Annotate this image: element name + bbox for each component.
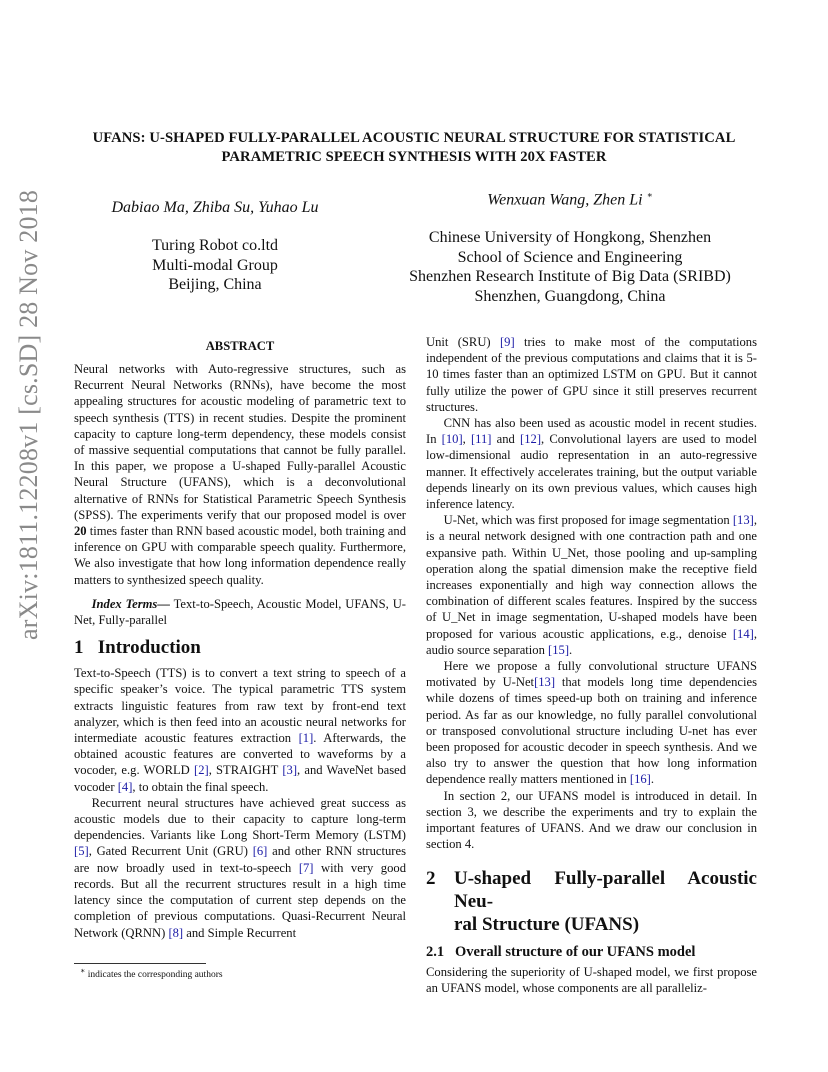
citation-link[interactable]: [1] (298, 731, 314, 746)
citation-link[interactable]: [13] (732, 513, 754, 528)
affiliation-line: School of Science and Engineering (457, 248, 683, 266)
index-terms: Index Terms— Text-to-Speech, Acoustic Model, UFANS, U-Net, Fully-parallel (74, 596, 406, 628)
section-heading-ufans: 2 U-shaped Fully-parallel Acoustic Neu- ral Structure (UFANS) (426, 867, 757, 935)
authors-right (400, 190, 740, 209)
intro-paragraph-2: Recurrent neural structures have achieved great success as acoustic models due to their capacity to capture long-term dependencies. Variants like Long Short-Term Memory (LSTM) [5], Gated Recurrent Unit (GRU) [6] and other RNN structures are now broadly used in text-to-speech [7] with very good records. But all the recurrent structures result in a high time latency since the computation of current step depends on the completion of previous computations. Quasi-Recurrent Neural Network (QRNN) [8] and Simple Recurrent (74, 795, 406, 940)
citation-link[interactable]: [4] (117, 779, 133, 794)
citation-link[interactable]: [15] (548, 642, 570, 657)
corresponding-mark: ∗ (646, 190, 653, 200)
index-terms-label: Index Terms— (91, 596, 170, 611)
footnote-mark: ∗ (80, 966, 86, 975)
arxiv-stamp-text: arXiv:1811.12208v1 [cs.SD] 28 Nov 2018 (14, 189, 43, 640)
authors-right-names: Wenxuan Wang, Zhen Li (487, 191, 643, 209)
paper-title: UFANS: U-SHAPED FULLY-PARALLEL ACOUSTIC NEURAL STRUCTURE FOR STATISTICAL PARAMETRIC SPEECH SYNTHESIS WITH 20X FASTER (92, 130, 736, 165)
citation-link[interactable]: [12] (520, 432, 542, 447)
affiliation-line: Chinese University of Hongkong, Shenzhen (428, 229, 712, 246)
subsection-heading-overall-structure: 2.1 Overall structure of our UFANS model (426, 943, 696, 960)
citation-link[interactable]: [14] (732, 626, 754, 641)
affiliation-line: Multi-modal Group (152, 256, 278, 274)
affiliation-line: Turing Robot co.ltd (151, 237, 279, 254)
section-heading-introduction: 1 Introduction (74, 637, 201, 659)
citation-link[interactable]: [8] (168, 925, 184, 940)
affiliation-line: Beijing, China (168, 276, 262, 293)
abstract-heading: ABSTRACT (205, 339, 275, 353)
speedup-value: 20 (74, 524, 87, 539)
footnote (80, 966, 223, 980)
affiliation-line: Shenzhen Research Institute of Big Data (SRIBD) (409, 268, 731, 285)
right-paragraph-2: CNN has also been used as acoustic model in recent studies. In [10], [11] and [12], Convolutional layers are used to model low-dimensional audio representation in an auto-regressive manner. It effectively accelerates training, but the output variable depends linearly on its own previous values, which causes high inference latency. (426, 416, 758, 512)
citation-link[interactable]: [5] (74, 844, 89, 859)
citation-link[interactable]: [2] (194, 763, 209, 778)
citation-link[interactable]: [11] (470, 432, 492, 447)
citation-link[interactable]: [7] (298, 860, 314, 875)
right-paragraph-1: Unit (SRU) [9] tries to make most of the computations independent of the previous computations and claims that it is 5-10 times faster than an optimized LSTM on GPU. But it cannot fully utilize the power of GPU since it still preserves recurrent structures. (426, 335, 757, 414)
citation-link[interactable]: [9] (499, 335, 515, 349)
affiliation-line: Shenzhen, Guangdong, China (474, 287, 666, 305)
citation-link[interactable]: [13] (534, 675, 556, 690)
right-paragraph-3: U-Net, which was first proposed for image segmentation [13], is a neural network designed with one contraction path and one expansive path. Within U_Net, those pooling and up-sampling operation along the spatial dimension make the receptive field increases exponentially and high way connection allows the combination of different scales features. Inspired by the success of U_Net in image segmentation, U-shaped models have been proposed for various acoustic applications, e.g., denoise [14], audio source separation [15]. (426, 513, 757, 657)
left-column (74, 361, 406, 941)
citation-link[interactable]: [10] (441, 432, 463, 447)
footnote-text: indicates the corresponding authors (87, 970, 223, 981)
right-paragraph-5: In section 2, our UFANS model is introduced in detail. In section 3, we describe the experiments and try to explain the important features of UFANS. And we draw our conclusion in section 4. (426, 788, 757, 852)
footnote-rule (74, 963, 206, 964)
abstract-body: Neural networks with Auto-regressive structures, such as Recurrent Neural Networks (RNNs), have become the most appealing structures for acoustic modeling of parametric text to speech synthesis (TTS) in recent studies. Despite the prominent capacity to capture long-term dependency, these models consist of massive sequential computations that cannot be fully parallel. In this paper, we propose a U-shaped Fully-parallel Acoustic Neural Structure (UFANS), which is a deconvolutional alternative of RNNs for Statistical Parametric Speech Synthesis (SPSS). The experiments verify that our proposed model is over 20 times faster than RNN based acoustic model, both training and inference on GPU with comparable speech quality. Furthermore, We also investigate that how long information dependence really matters to synthesized speech quality. (74, 362, 406, 587)
citation-link[interactable]: [6] (252, 844, 268, 859)
right-paragraph-4: Here we propose a fully convolutional structure UFANS motivated by U-Net[13] that models long time dependencies while dozens of times speed-up both on training and inference period. As far as our knowledge, no fully parallel convolutional or transposed convolutional structure including U-net has ever been proposed for acoustic decoder in speech synthesis. And we also try to answer the question that how long information dependence really matters mentioned in [16]. (426, 659, 757, 787)
affiliation-right (400, 228, 740, 306)
right-column (426, 334, 757, 996)
affiliation-left (60, 236, 370, 295)
citation-link[interactable]: [3] (282, 763, 298, 778)
citation-link[interactable]: [16] (629, 772, 651, 787)
intro-paragraph-1: Text-to-Speech (TTS) is to convert a text string to speech of a specific speaker’s voice. The typical parametric TTS system extracts linguistic features from raw text by front-end text analyzer, which is then feed into an acoustic neural networks for intermediate acoustic features extraction [1]. Afterwards, the obtained acoustic features are converted to waveforms by a vocoder, e.g. WORLD [2], STRAIGHT [3], and WaveNet based vocoder [4], to obtain the final speech. (74, 666, 407, 794)
section-2-1-text: Considering the superiority of U-shaped model, we first propose an UFANS model, whose components are all paralleliz- (426, 964, 757, 995)
authors-left: Dabiao Ma, Zhiba Su, Yuhao Lu (111, 199, 319, 216)
